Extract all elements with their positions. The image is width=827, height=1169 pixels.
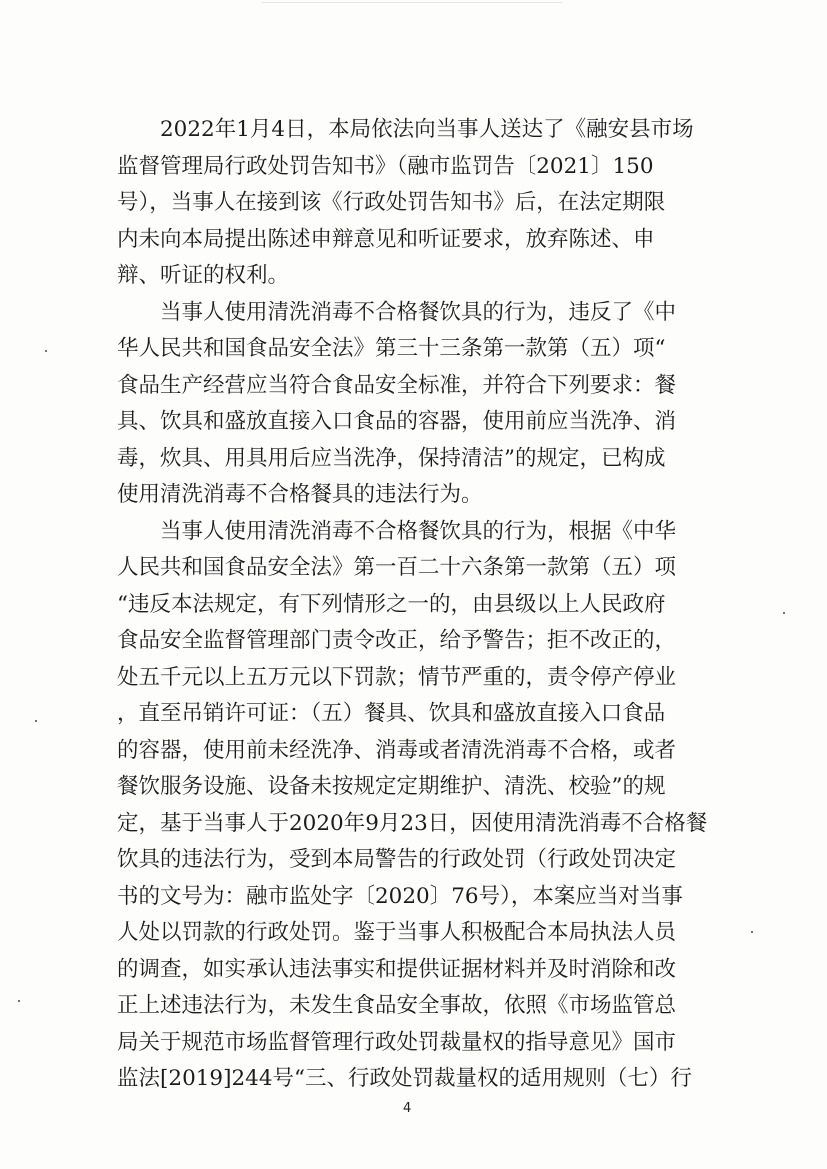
paragraph-1-line-4: 内未向本局提出陈述申辩意见和听证要求，放弃陈述、申 (117, 226, 655, 252)
paragraph-3-line-12: 人处以罚款的行政处罚。鉴于当事人积极配合本局执法人员 (117, 920, 677, 945)
paragraph-3-line-13: 的调查，如实承认违法事实和提供证据材料并及时消除和改 (117, 956, 677, 982)
paragraph-3-line-9: 定，基于当事人于2020年9月23日，因使用清洗消毒不合格餐 (117, 810, 708, 836)
paragraph-3-line-2: 人民共和国食品安全法》第一百二十六条第一款第（五）项 (117, 555, 677, 580)
paragraph-3-line-8: 餐饮服务设施、设备未按规定定期维护、清洗、校验”的规 (117, 774, 666, 799)
paragraph-3-line-11: 书的文号为：融市监处字〔2020〕76号），本案应当对当事 (117, 883, 683, 909)
paragraph-3-line-14: 正上述违法行为，未发生食品安全事故，依照《市场监管总 (117, 993, 677, 1018)
paragraph-2-line-5: 毒，炊具、用具用后应当洗净，保持清洁”的规定，已构成 (117, 445, 666, 471)
paragraph-3-line-15: 局关于规范市场监督管理行政处罚裁量权的指导意见》国市 (117, 1029, 677, 1055)
paragraph-2-line-2: 华人民共和国食品安全法》第三十三条第一款第（五）项“ (117, 336, 666, 361)
paragraph-3-line-4: 食品安全监督管理部门责令改正，给予警告；拒不改正的， (117, 628, 677, 653)
page-number: 4 (403, 1101, 412, 1116)
paragraph-3-line-6: ，直至吊销许可证：（五）餐具、饮具和盛放直接入口食品 (117, 701, 666, 726)
paragraph-3-line-16: 监法[2019]244号“三、行政处罚裁量权的适用规则（七）行 (117, 1066, 693, 1091)
scan-speck (18, 1000, 20, 1002)
document-body (117, 112, 717, 1098)
scan-speck (751, 931, 753, 933)
scan-speck (783, 612, 785, 614)
paragraph-3-line-7: 的容器，使用前未经洗净、消毒或者清洗消毒不合格，或者 (117, 737, 677, 763)
paragraph-3-line-3: “违反本法规定，有下列情形之一的，由县级以上人民政府 (117, 591, 666, 617)
paragraph-1-line-2: 监督管理局行政处罚告知书》（融市监罚告〔2021〕150 (117, 153, 654, 179)
scan-speck (35, 720, 37, 722)
paragraph-3-line-10: 饮具的违法行为，受到本局警告的行政处罚（行政处罚决定 (117, 847, 677, 872)
paragraph-1-line-1: 2022年1月4日，本局依法向当事人送达了《融安县市场 (160, 117, 694, 142)
paragraph-2-line-4: 具、饮具和盛放直接入口食品的容器，使用前应当洗净、消 (117, 409, 677, 434)
paragraph-2-line-1: 当事人使用清洗消毒不合格餐饮具的行为，违反了《中 (160, 299, 677, 325)
paragraph-2-line-3: 食品生产经营应当符合食品安全标准，并符合下列要求：餐 (117, 372, 677, 398)
paragraph-3-line-1: 当事人使用清洗消毒不合格餐饮具的行为，根据《中华 (160, 518, 677, 544)
paragraph-3-line-5: 处五千元以上五万元以下罚款；情节严重的，责令停产停业 (117, 664, 677, 690)
paragraph-1-line-3: 号），当事人在接到该《行政处罚告知书》后，在法定期限 (117, 190, 666, 215)
paragraph-2-line-6: 使用清洗消毒不合格餐具的违法行为。 (117, 482, 483, 507)
scan-speck (45, 350, 47, 352)
scan-artifact (262, 2, 562, 3)
paragraph-1-line-5: 辩、听证的权利。 (117, 263, 290, 288)
